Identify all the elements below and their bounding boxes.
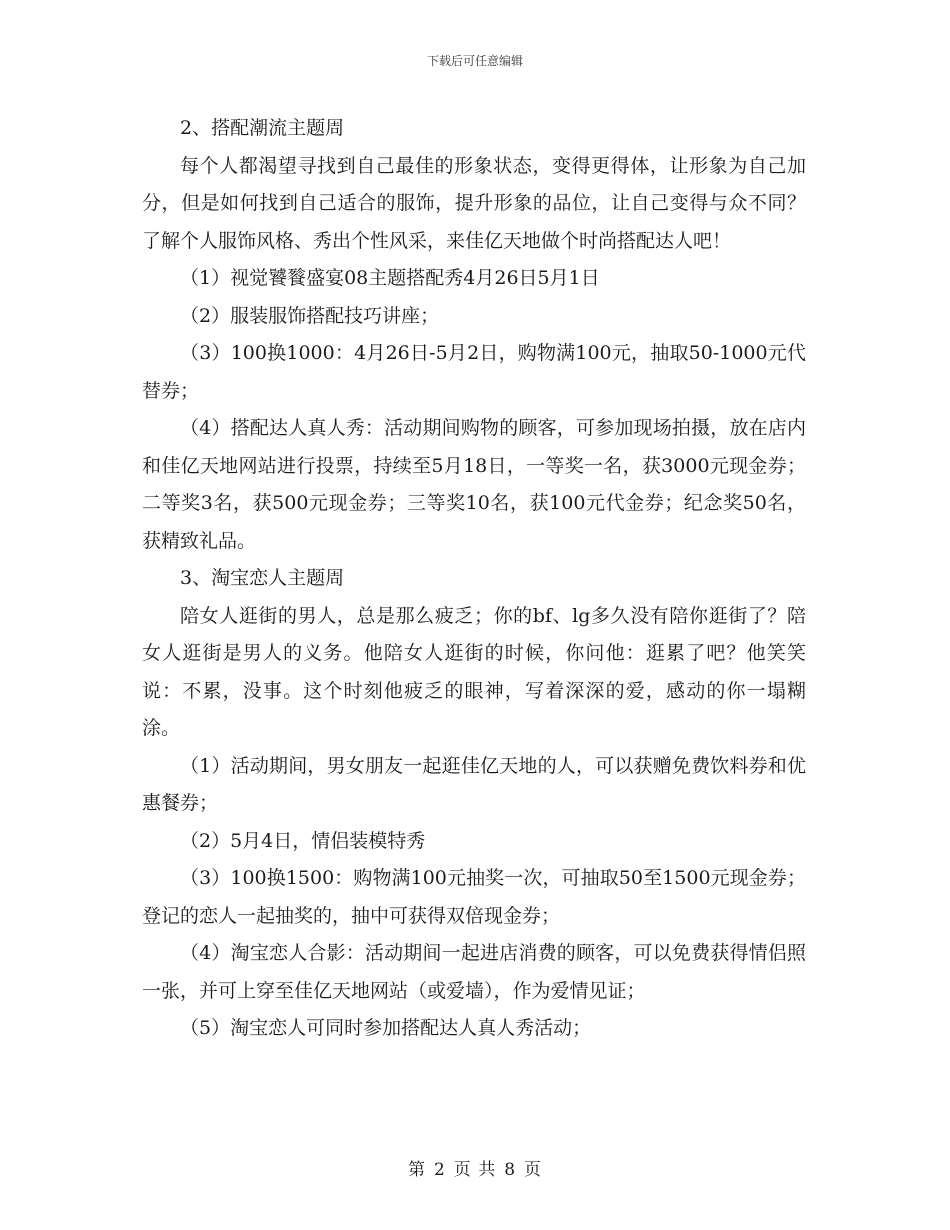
page-number-current: 2 [433, 1160, 446, 1180]
list-item: （2）服装服饰搭配技巧讲座； [180, 304, 440, 327]
paragraph: 每个人都渴望寻找到自己最佳的形象状态，变得更得体，让形象为自己加分，但是如何找到自己适合的服饰，提升形象的品位，让自己变得与众不同？了解个人服饰风格、秀出个性风采，来佳亿天地做个时尚搭配达人吧！ [142, 154, 806, 252]
list-item: （3）100换1500：购物满100元抽奖一次，可抽取50至1500元现金券；登记的恋人一起抽奖的，抽中可获得双倍现金券； [142, 867, 806, 927]
list-item: （3）100换1000：4月26日-5月2日，购物满100元，抽取50-1000元代替券； [142, 342, 806, 402]
page-header: 下载后可任意编辑 [426, 54, 523, 68]
list-item: （4）搭配达人真人秀：活动期间购物的顾客，可参加现场拍摄，放在店内和佳亿天地网站进行投票，持续至5月18日，一等奖一名，获3000元现金券；二等奖3名，获500元现金券；三等奖10名，获100元代金券；纪念奖50名，获精致礼品。 [142, 417, 806, 552]
list-item: （2）5月4日，情侣装模特秀 [180, 829, 426, 852]
document-body [142, 110, 806, 1048]
footer-middle: 页 共 [453, 1160, 497, 1180]
section-heading-fashion-week: 2、搭配潮流主题周 [180, 117, 345, 139]
paragraph: 陪女人逛街的男人，总是那么疲乏；你的bf、lg多久没有陪你逛街了？陪女人逛街是男人的义务。他陪女人逛街的时候，你问他：逛累了吧？他笑笑说：不累，没事。这个时刻他疲乏的眼神，写着深深的爱，感动的你一塌糊涂。 [142, 604, 806, 739]
footer-prefix: 第 [407, 1160, 426, 1180]
section-heading-lovers-week: 3、淘宝恋人主题周 [180, 567, 345, 589]
page-number-total: 8 [504, 1160, 517, 1180]
list-item: （1）视觉饕餮盛宴08主题搭配秀4月26日5月1日 [180, 267, 600, 289]
list-item: （4）淘宝恋人合影：活动期间一起进店消费的顾客，可以免费获得情侣照一张，并可上穿至佳亿天地网站（或爱墙），作为爱情见证； [142, 942, 806, 1002]
footer-suffix: 页 [524, 1160, 543, 1180]
list-item: （5）淘宝恋人可同时参加搭配达人真人秀活动； [180, 1017, 592, 1039]
list-item: （1）活动期间，男女朋友一起逛佳亿天地的人，可以获赠免费饮料券和优惠餐券； [142, 754, 806, 814]
page-footer [0, 1155, 950, 1180]
